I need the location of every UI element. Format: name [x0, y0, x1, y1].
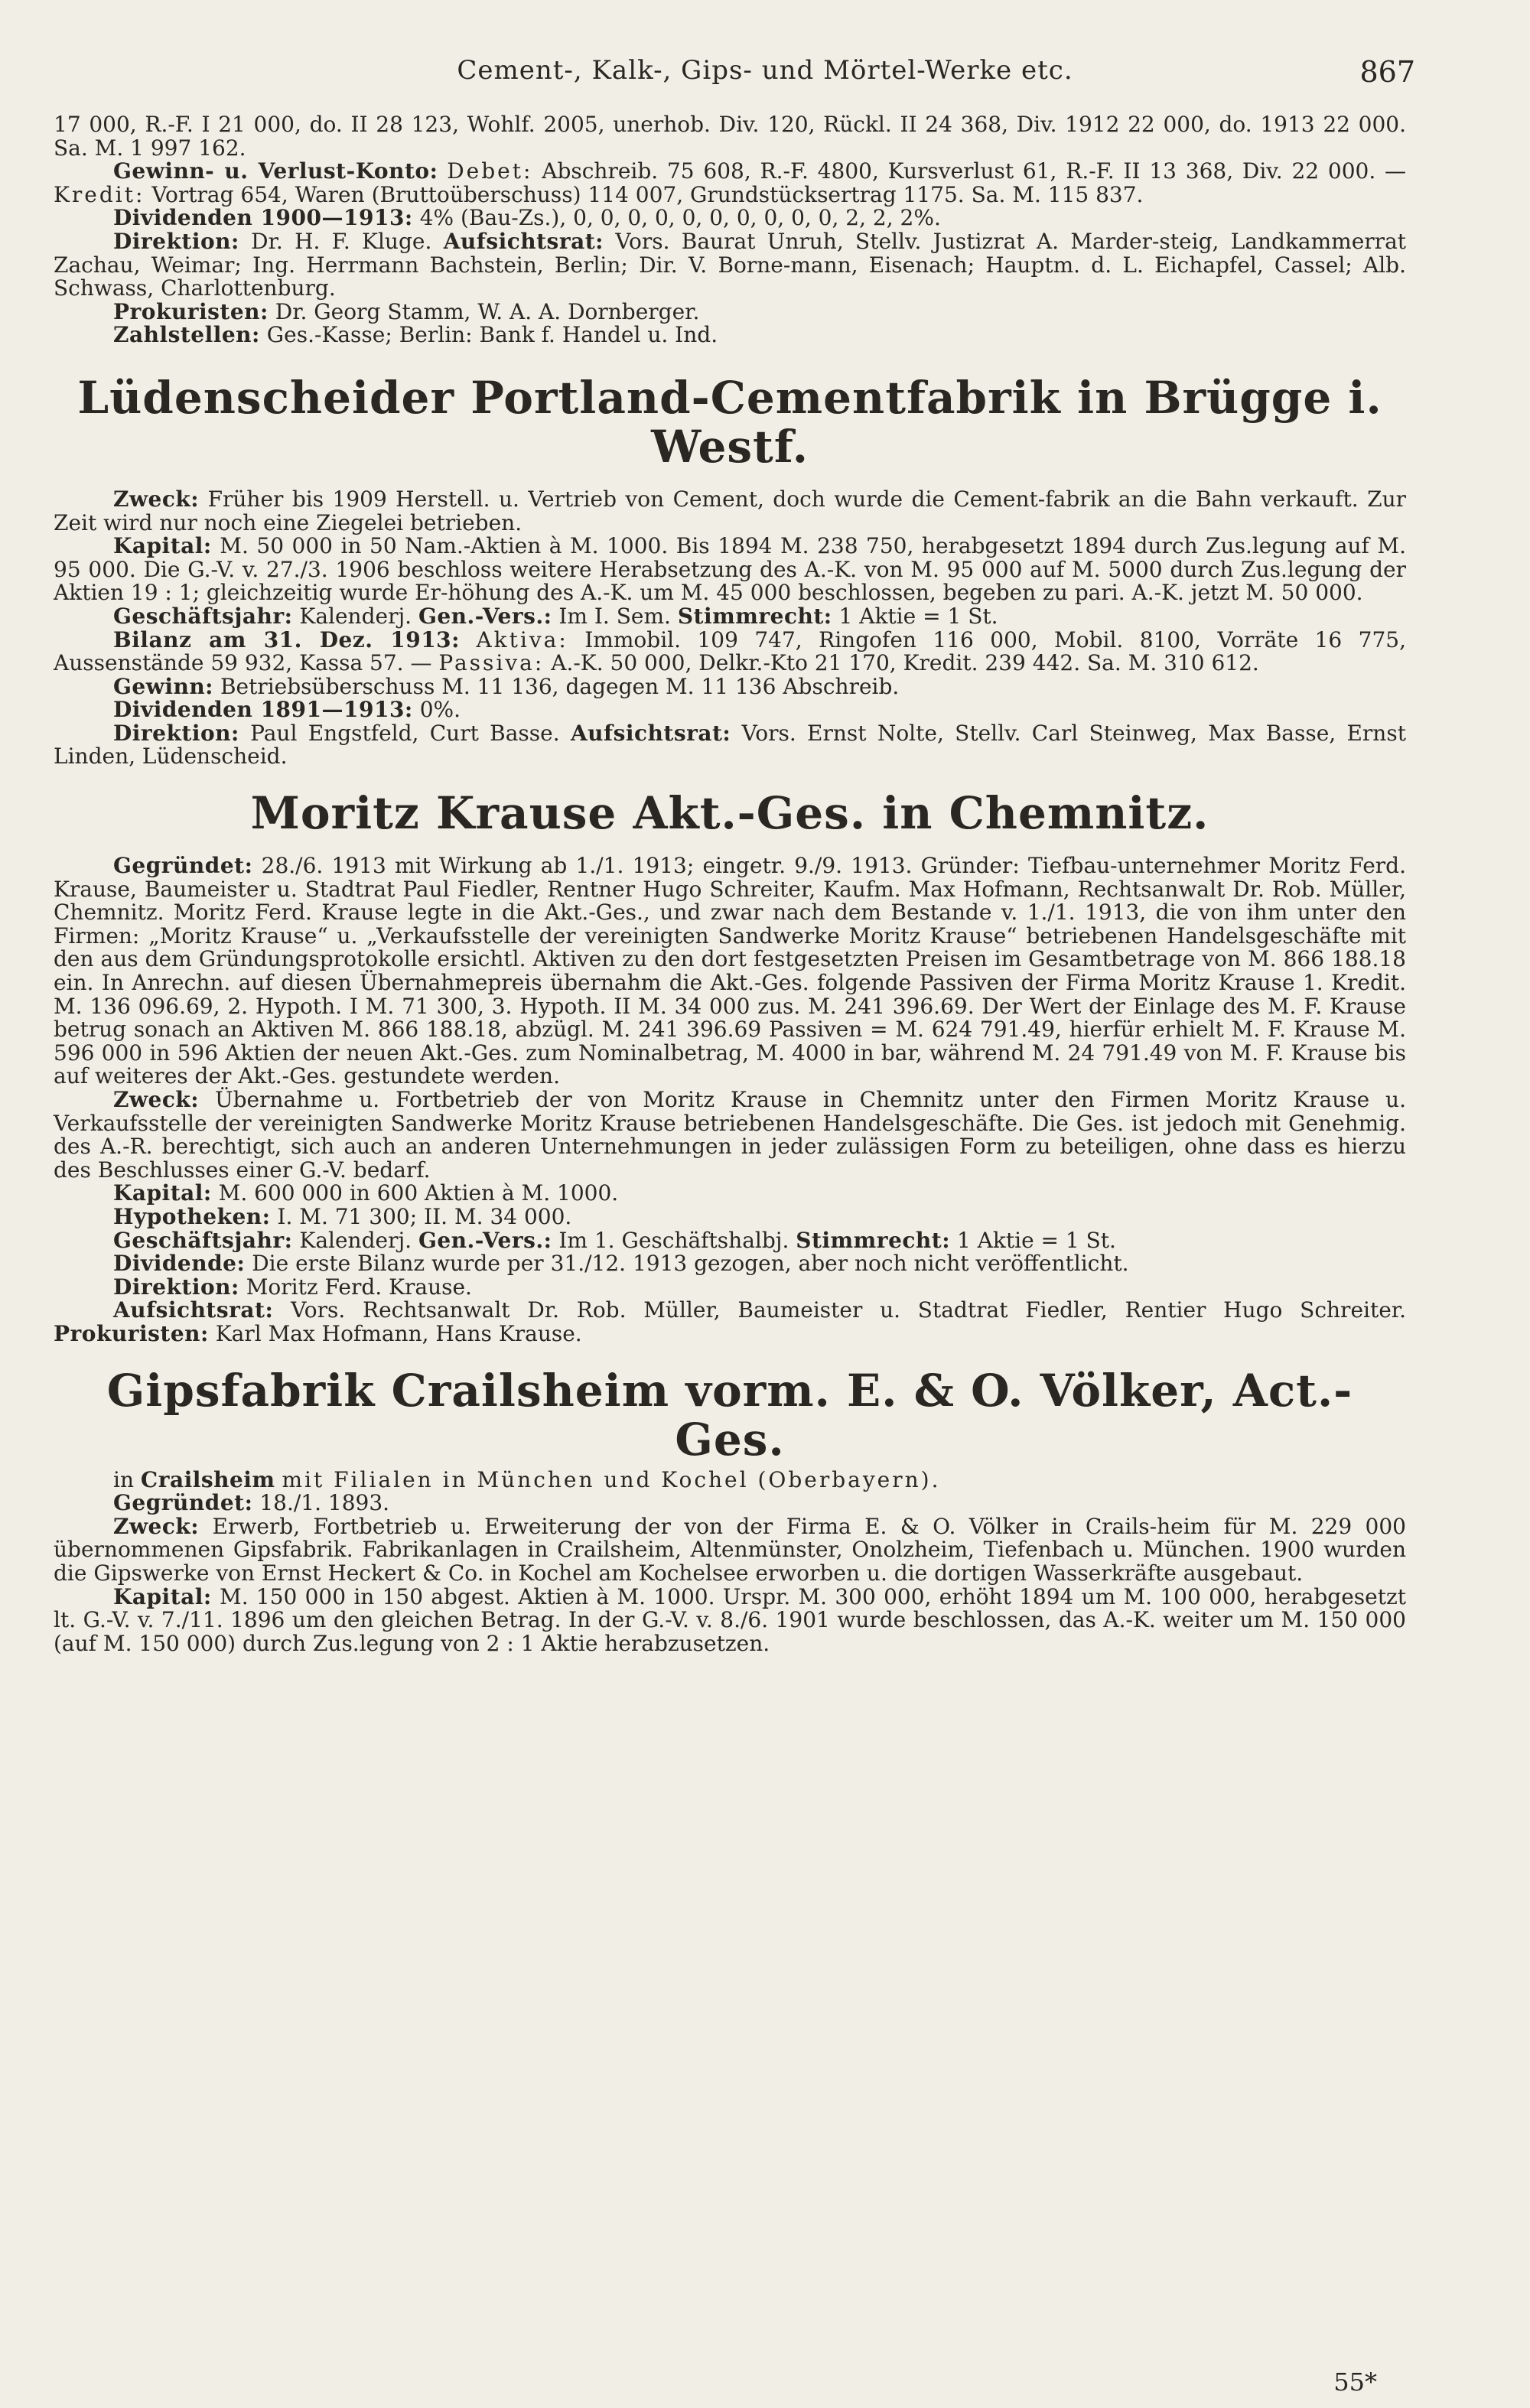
capital-paragraph: Kapital: M. 150 000 in 150 abgest. Aktien à M. 1000. Urspr. M. 300 000, erhöht 1894 um M. 100 000, herabgesetzt lt. G.-V. v. 7./11. 1896 um den gleichen Betrag. In der G.-V. v. 8./6. 1901 wurde beschlossen, das A.-K. weiter um M. 150 000 (auf M. 150 000) durch Zus.legung von 2 : 1 Aktie herabzusetzen. [54, 1583, 1406, 1656]
purpose-paragraph: Zweck: Erwerb, Fortbetrieb u. Erweiterung der von der Firma E. & O. Völker in Crails-heim für M. 229 000 übernommenen Gipsfabrik. Fabrikanlagen in Crailsheim, Altenmünster, Onolzheim, Tiefenbach u. München. 1900 wurden die Gipswerke von Ernst Heckert & Co. in Kochel am Kochelsee erworben u. die dortigen Wasserkräfte ausgebaut. [54, 1513, 1406, 1586]
page-body [54, 113, 1406, 1655]
running-header [115, 55, 1415, 93]
balance-paragraph: Bilanz am 31. Dez. 1913: Aktiva: Immobil. 109 747, Ringofen 116 000, Mobil. 8100, Vorräte 16 775, Aussenstände 59 932, Kassa 57. — Passiva: A.-K. 50 000, Delkr.-Kto 21 170, Kredit. 239 442. Sa. M. 310 612. [54, 626, 1407, 676]
management-paragraph: Direktion: Dr. H. F. Kluge. Aufsichtsrat: Vors. Baurat Unruh, Stellv. Justizrat A. Marder-steig, Landkammerrat Zachau, Weimar; Ing. Herrmann Bachstein, Berlin; Dir. V. Borne-mann, Eisenach; Hauptm. d. L. Eichapfel, Cassel; Alb. Schwass, Charlottenburg. [54, 228, 1407, 301]
founded-paragraph: Gegründet: 28./6. 1913 mit Wirkung ab 1./1. 1913; eingetr. 9./9. 1913. Gründer: Tiefbau-unternehmer Moritz Ferd. Krause, Baumeister u. Stadtrat Paul Fiedler, Rentner Hugo Schreiter, Kaufm. Max Hofmann, Rechtsanwalt Dr. Rob. Müller, Chemnitz. Moritz Ferd. Krause legte in die Akt.-Ges., und zwar nach dem Bestande v. 1./1. 1913, die von ihm unter den Firmen: „Moritz Krause“ u. „Verkaufsstelle der vereinigten Sandwerke Moritz Krause“ betriebenen Handelsgeschäfte mit den aus dem Gründungsprotokolle ersichtl. Aktiven zu den dort festgesetzten Preisen im Gesamtbetrage von M. 866 188.18 ein. In Anrechn. auf diesen Übernahmepreis übernahm die Akt.-Ges. folgende Passiven der Firma Moritz Krause 1. Kredit. M. 136 096.69, 2. Hypoth. I M. 71 300, 3. Hypoth. II M. 34 000 zus. M. 241 396.69. Der Wert der Einlage des M. F. Krause betrug sonach an Aktiven M. 866 188.18, abzügl. M. 241 396.69 Passiven = M. 624 791.49, hierfür erhielt M. F. Krause M. 596 000 in 596 Aktien der neuen Akt.-Ges. zum Nominalbetrag, M. 4000 in bar, während M. 24 791.49 von M. F. Krause bis auf weiteres der Akt.-Ges. gestundete werden. [54, 853, 1406, 1089]
management-paragraph: Direktion: Paul Engstfeld, Curt Basse. Aufsichtsrat: Vors. Ernst Nolte, Stellv. Carl Steinweg, Max Basse, Ernst Linden, Lüdenscheid. [54, 720, 1406, 770]
company-location-line: in Crailsheim mit Filialen in München und Kochel (Oberbayern). [113, 1466, 941, 1492]
continuation-paragraph: 17 000, R.-F. I 21 000, do. II 28 123, Wohlf. 2005, unerhob. Div. 120, Rückl. II 24 368, Div. 1912 22 000, do. 1913 22 000. Sa. M. 1 997 162. [54, 112, 1406, 161]
company-title-luedenscheider: Lüdenscheider Portland-Cementfabrik in Brügge i. Westf. [77, 371, 1382, 473]
purpose-paragraph: Zweck: Früher bis 1909 Herstell. u. Vertrieb von Cement, doch wurde die Cement-fabrik an die Bahn verkauft. Zur Zeit wird nur noch eine Ziegelei betrieben. [54, 486, 1406, 535]
profit-paragraph: Gewinn: Betriebsüberschuss M. 11 136, dagegen M. 11 136 Abschreib. [113, 673, 900, 699]
page-number: 867 [1359, 55, 1415, 89]
company-title-gipsfabrik-crailsheim: Gipsfabrik Crailsheim vorm. E. & O. Völker, Act.-Ges. [106, 1364, 1353, 1466]
dividends-paragraph: Dividenden 1891—1913: 0%. [113, 697, 461, 723]
paying-agents-paragraph: Zahlstellen: Ges.-Kasse; Berlin: Bank f. Handel u. Ind. [113, 322, 718, 348]
dividends-paragraph: Dividenden 1900—1913: 4% (Bau-Zs.), 0, 0, 0, 0, 0, 0, 0, 0, 0, 0, 2, 2, 2%. [113, 205, 941, 231]
fiscal-year-paragraph: Geschäftsjahr: Kalenderj. Gen.-Vers.: Im I. Sem. Stimmrecht: 1 Aktie = 1 St. [113, 603, 998, 629]
management-paragraph: Direktion: Moritz Ferd. Krause. [113, 1274, 472, 1300]
profit-loss-paragraph: Gewinn- u. Verlust-Konto: Debet: Abschreib. 75 608, R.-F. 4800, Kursverlust 61, R.-F. II 13 368, Div. 22 000. — Kredit: Vortrag 654, Waren (Bruttoüberschuss) 114 007, Grundstücksertrag 1175. Sa. M. 115 837. [54, 158, 1407, 207]
capital-paragraph: Kapital: M. 600 000 in 600 Aktien à M. 1000. [113, 1180, 619, 1206]
procurators-paragraph: Prokuristen: Dr. Georg Stamm, W. A. A. Dornberger. [113, 298, 700, 324]
company-title-moritz-krause: Moritz Krause Akt.-Ges. in Chemnitz. [250, 787, 1209, 840]
purpose-paragraph: Zweck: Übernahme u. Fortbetrieb der von Moritz Krause in Chemnitz unter den Firmen Moritz Krause u. Verkaufsstelle der vereinigten Sandwerke Moritz Krause betriebenen Handelsgeschäfte. Die Ges. ist jedoch mit Genehmig. des A.-R. berechtigt, sich auch an anderen Unternehmungen in jeder zulässigen Form zu beteiligen, ohne dass es hierzu des Beschlusses einer G.-V. bedarf. [54, 1087, 1406, 1183]
capital-paragraph: Kapital: M. 50 000 in 50 Nam.-Aktien à M. 1000. Bis 1894 M. 238 750, herabgesetzt 1894 durch Zus.legung auf M. 95 000. Die G.-V. v. 27./3. 1906 beschloss weitere Herabsetzung des A.-K. von M. 95 000 auf M. 5000 durch Zus.legung der Aktien 19 : 1; gleichzeitig wurde Er-höhung des A.-K. um M. 45 000 beschlossen, begeben zu pari. A.-K. jetzt M. 50 000. [54, 533, 1407, 606]
header-title: Cement-, Kalk-, Gips- und Mörtel-Werke etc. [457, 55, 1073, 86]
fiscal-year-paragraph: Geschäftsjahr: Kalenderj. Gen.-Vers.: Im 1. Geschäftshalbj. Stimmrecht: 1 Aktie = 1 St. [113, 1227, 1116, 1253]
supervisory-board-paragraph: Aufsichtsrat: Vors. Rechtsanwalt Dr. Rob. Müller, Baumeister u. Stadtrat Fiedler, Rentier Hugo Schreiter. Prokuristen: Karl Max Hofmann, Hans Krause. [54, 1297, 1407, 1346]
mortgages-paragraph: Hypotheken: I. M. 71 300; II. M. 34 000. [113, 1203, 572, 1229]
signature-mark: 55* [1333, 2367, 1377, 2397]
founded-paragraph: Gegründet: 18./1. 1893. [113, 1490, 390, 1516]
dividend-paragraph: Dividende: Die erste Bilanz wurde per 31./12. 1913 gezogen, aber noch nicht veröffentlicht. [113, 1251, 1129, 1277]
